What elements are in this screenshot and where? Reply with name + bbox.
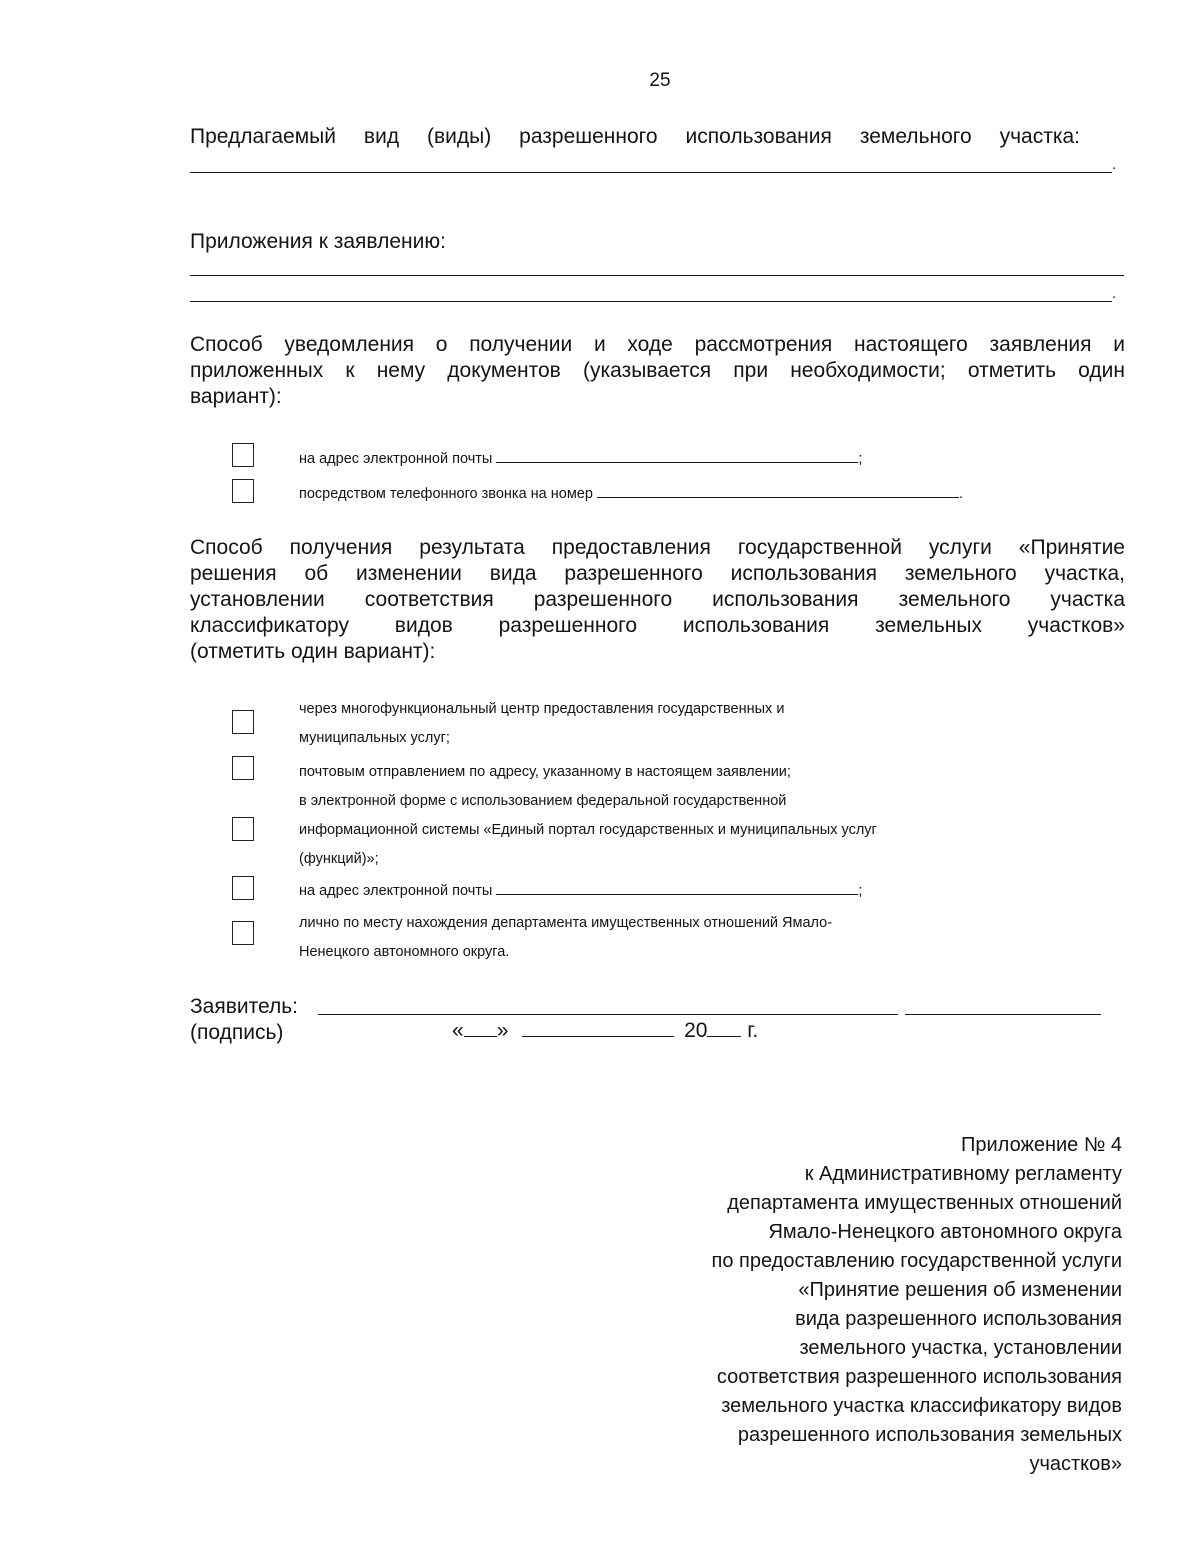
result-mfc-line-2: муниципальных услуг;	[299, 730, 450, 746]
result-email-checkbox[interactable]	[232, 876, 254, 900]
notification-line-2: приложенных к нему документов (указывается при необходимости; отметить один	[190, 359, 1125, 382]
appendix-line: земельного участка классификатору видов	[721, 1395, 1122, 1417]
notify-phone-end-mark: .	[958, 486, 963, 502]
appendix-line: департамента имущественных отношений	[727, 1192, 1122, 1214]
notify-email-label: на адрес электронной почты	[299, 451, 493, 467]
applicant-line-main[interactable]	[318, 1014, 898, 1015]
result-portal-option	[299, 787, 877, 874]
date-year-line[interactable]	[707, 1020, 741, 1037]
result-post-line-1: почтовым отправлением по адресу, указанному в настоящем заявлении;	[299, 764, 791, 780]
date-year-suffix: г.	[747, 1019, 759, 1042]
attachments-end-mark: .	[1112, 285, 1117, 302]
page-number: 25	[649, 70, 671, 91]
result-post-option	[299, 757, 791, 787]
notify-email-end-mark: ;	[858, 451, 863, 467]
applicant-line-secondary[interactable]	[905, 1014, 1101, 1015]
appendix-line: разрешенного использования земельных	[737, 1424, 1122, 1446]
applicant-label: Заявитель:	[190, 995, 299, 1018]
attachments-line-2[interactable]	[190, 301, 1112, 302]
appendix-line: Приложение № 4	[961, 1134, 1122, 1156]
result-inperson-line-1: лично по месту нахождения департамента имущественных отношений Ямало-	[299, 915, 833, 931]
result-email-line[interactable]	[496, 880, 858, 895]
appendix-line: к Административному регламенту	[804, 1163, 1122, 1185]
appendix-line: «Принятие решения об изменении	[798, 1279, 1122, 1301]
notification-line-3: вариант):	[190, 385, 282, 408]
notification-line-1: Способ уведомления о получении и ходе рассмотрения настоящего заявления и	[190, 333, 1125, 356]
result-portal-line-3: (функций)»;	[299, 851, 379, 867]
signature-hint: (подпись)	[190, 1021, 284, 1044]
result-line-2: решения об изменении вида разрешенного использования земельного участка,	[190, 562, 1125, 585]
result-paragraph	[190, 535, 1125, 665]
proposed-use-line[interactable]	[190, 172, 1112, 173]
date-quote-close: »	[496, 1019, 509, 1042]
notify-phone-option	[299, 479, 963, 509]
result-portal-line-1: в электронной форме с использованием федеральной государственной	[299, 793, 787, 809]
appendix-line: вида разрешенного использования	[795, 1308, 1122, 1330]
result-inperson-option	[299, 909, 832, 967]
result-inperson-checkbox[interactable]	[232, 921, 254, 945]
date-quote-open: «	[452, 1019, 464, 1042]
notify-email-line[interactable]	[496, 448, 858, 463]
notify-phone-line[interactable]	[597, 483, 959, 498]
proposed-use-end-mark: .	[1112, 156, 1117, 173]
appendix-line: Ямало-Ненецкого автономного округа	[768, 1221, 1122, 1243]
attachments-line-1[interactable]	[190, 275, 1124, 276]
result-email-option	[299, 876, 862, 906]
result-portal-line-2: информационной системы «Единый портал государственных и муниципальных услуг	[299, 822, 877, 838]
appendix-line: соответствия разрешенного использования	[716, 1366, 1122, 1388]
result-line-3: установлении соответствия разрешенного использования земельного участка	[190, 588, 1125, 611]
notify-email-option	[299, 444, 862, 474]
date-day-line[interactable]	[464, 1020, 497, 1037]
result-mfc-option	[299, 695, 784, 753]
date-month-line[interactable]	[522, 1020, 674, 1037]
result-mfc-line-1: через многофункциональный центр предоставления государственных и	[299, 701, 785, 717]
result-post-checkbox[interactable]	[232, 756, 254, 780]
notify-email-checkbox[interactable]	[232, 443, 254, 467]
result-inperson-line-2: Ненецкого автономного округа.	[299, 944, 510, 960]
appendix-block	[562, 1131, 1122, 1479]
result-email-label: на адрес электронной почты	[299, 883, 493, 899]
appendix-line: земельного участка, установлении	[799, 1337, 1122, 1359]
signature-date	[452, 1018, 758, 1044]
result-line-5: (отметить один вариант):	[190, 640, 436, 663]
appendix-line: участков»	[1029, 1453, 1122, 1475]
result-line-4: классификатору видов разрешенного использования земельных участков»	[190, 614, 1125, 637]
attachments-label: Приложения к заявлению:	[190, 230, 446, 253]
result-portal-checkbox[interactable]	[232, 817, 254, 841]
result-line-1: Способ получения результата предоставления государственной услуги «Принятие	[190, 536, 1125, 559]
notify-phone-checkbox[interactable]	[232, 479, 254, 503]
notify-phone-label: посредством телефонного звонка на номер	[299, 486, 593, 502]
date-year-prefix: 20	[684, 1019, 708, 1042]
proposed-use-label: Предлагаемый вид (виды) разрешенного использования земельного участка:	[190, 125, 1080, 148]
result-mfc-checkbox[interactable]	[232, 710, 254, 734]
result-email-end-mark: ;	[858, 883, 863, 899]
appendix-line: по предоставлению государственной услуги	[711, 1250, 1122, 1272]
notification-paragraph	[190, 332, 1125, 410]
